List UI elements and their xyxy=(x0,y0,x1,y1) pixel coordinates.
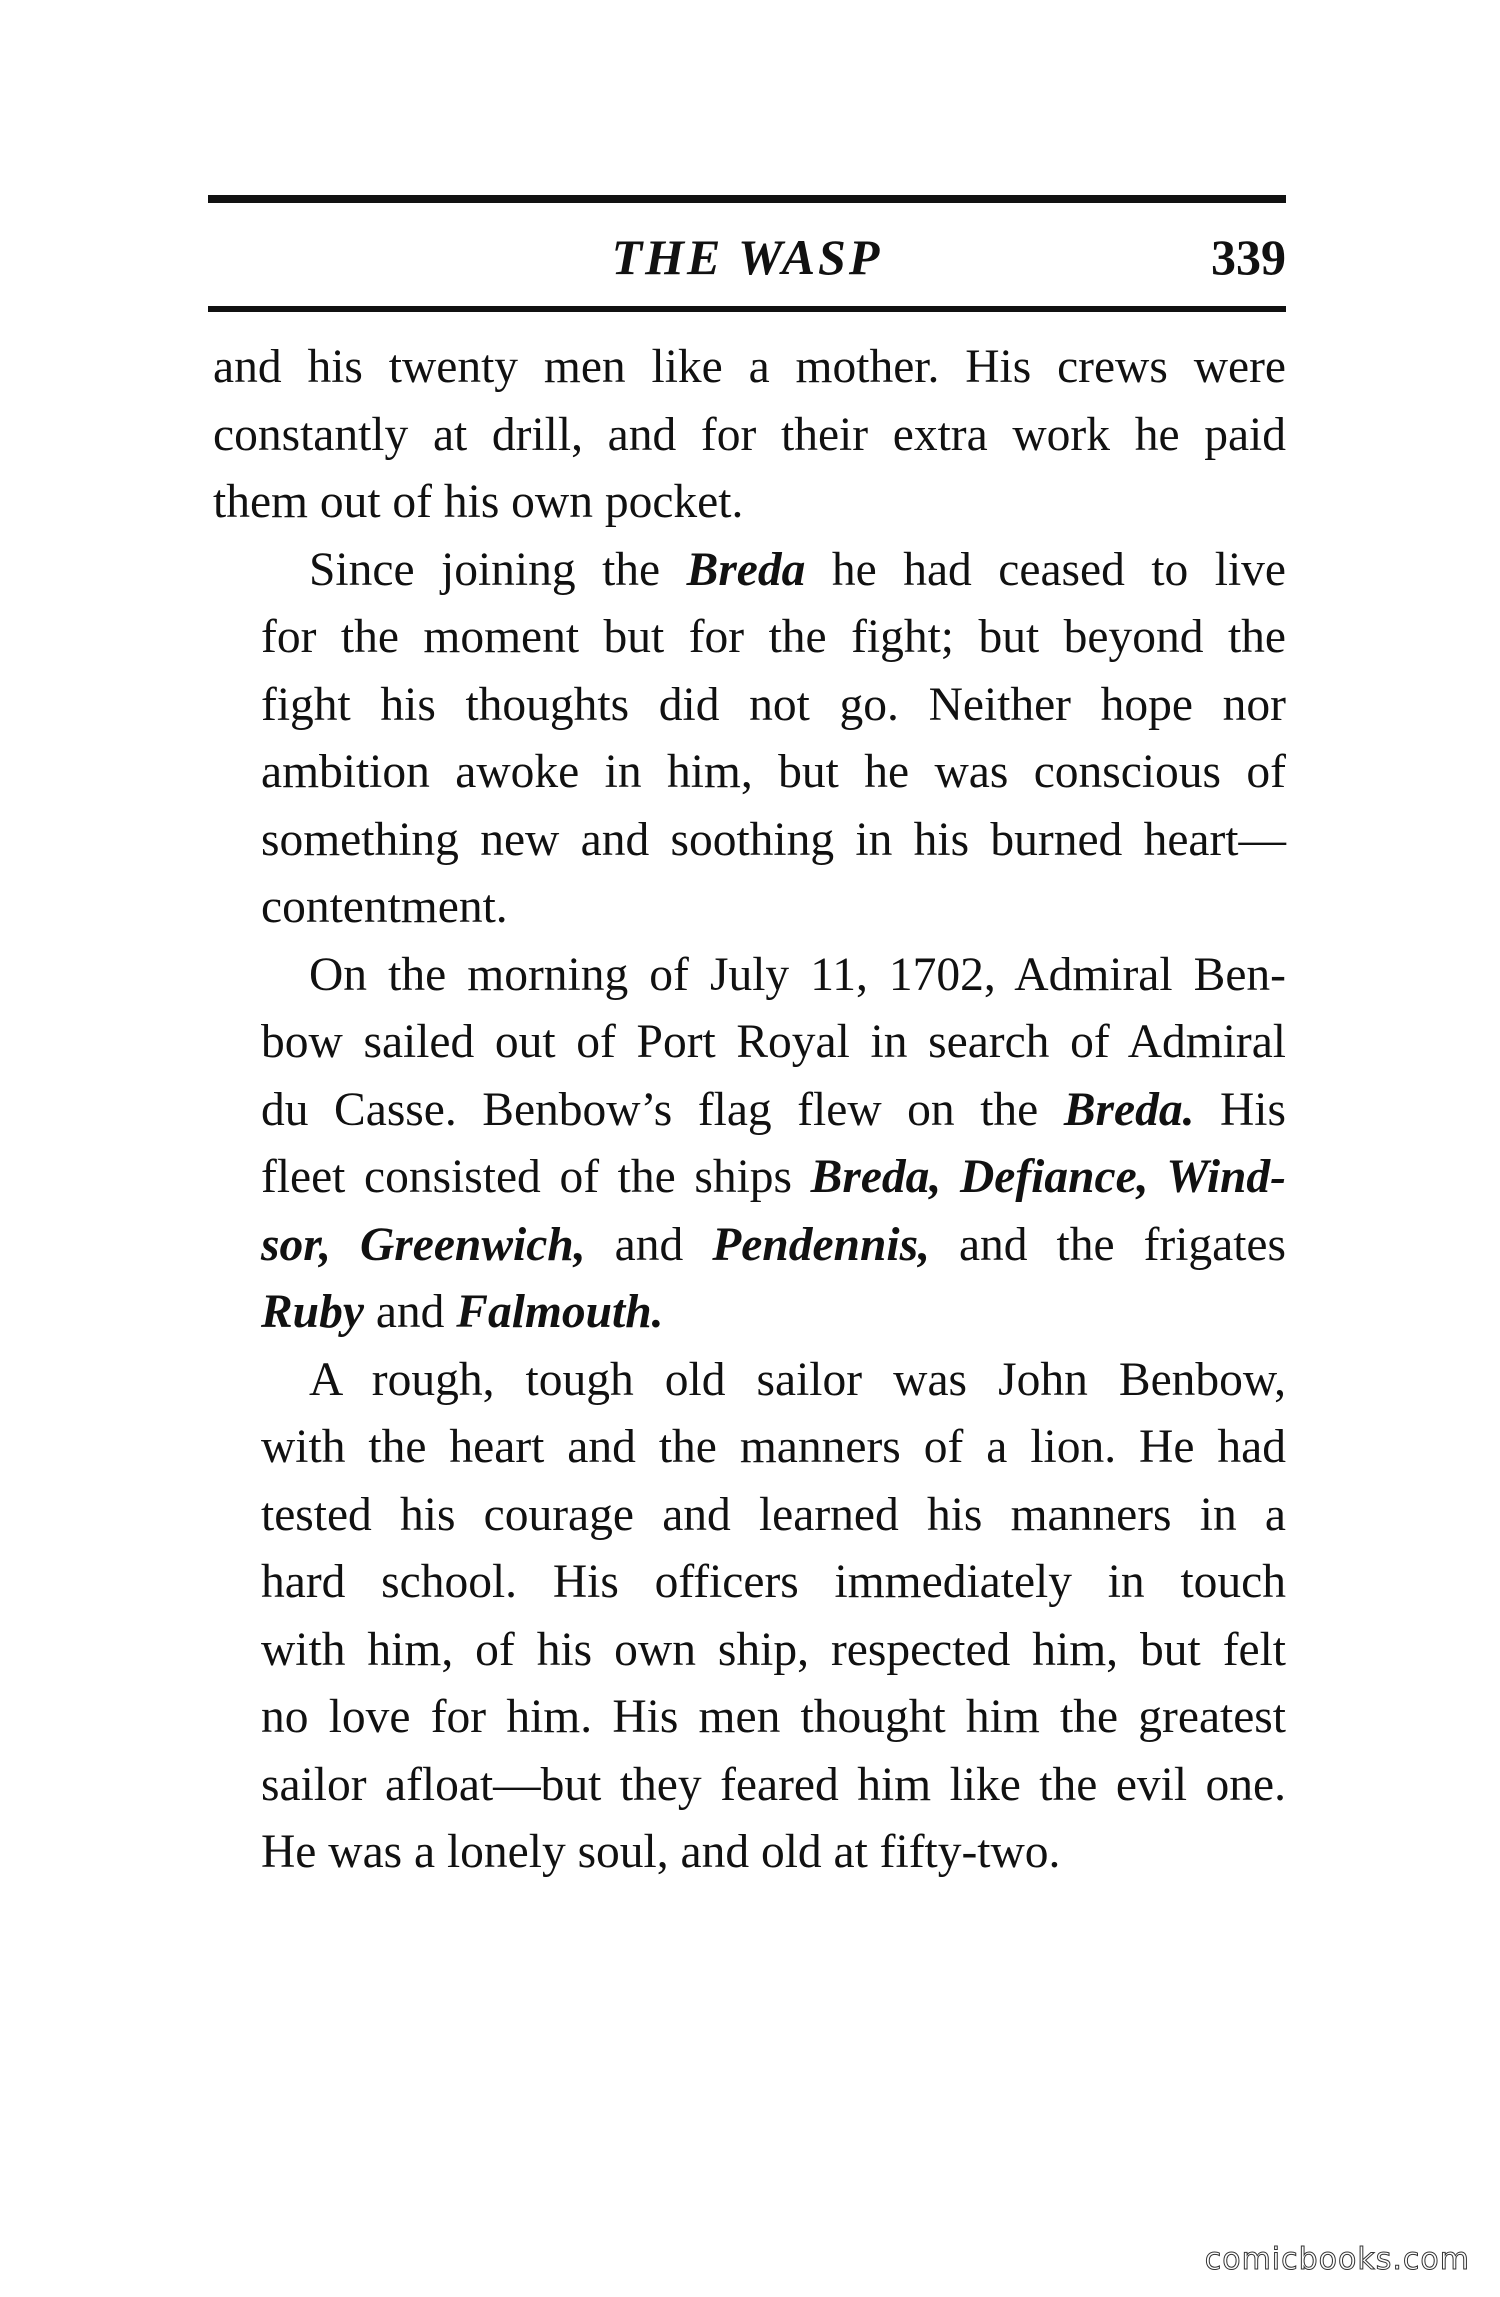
text-line xyxy=(213,1684,1286,1752)
italic-text: Breda xyxy=(686,543,806,596)
text-segment: and xyxy=(363,1286,457,1338)
page-number: 339 xyxy=(1211,229,1286,285)
text-line xyxy=(213,1077,1286,1145)
text-line xyxy=(213,1009,1286,1077)
text-segment: no love for him. His men thought him the greatest xyxy=(261,1691,1286,1743)
text-segment: His xyxy=(1194,1083,1286,1136)
text-line xyxy=(213,942,1286,1010)
text-segment: He was a lonely soul, and old at fifty-two. xyxy=(261,1826,1061,1878)
text-line xyxy=(213,1549,1286,1617)
text-segment: On the morning of July 11, 1702, Admiral Ben- xyxy=(309,948,1286,1001)
text-line xyxy=(213,604,1286,672)
text-segment: for the moment but for the fight; but beyond the xyxy=(261,611,1286,663)
text-line xyxy=(213,1482,1286,1550)
text-segment: fight his thoughts did not go. Neither hope nor xyxy=(261,678,1286,731)
text-line xyxy=(213,402,1286,470)
text-line xyxy=(213,1144,1286,1212)
text-line xyxy=(213,1347,1286,1415)
paragraph xyxy=(213,942,1286,1347)
text-segment: A rough, tough old sailor was John Benbow, xyxy=(309,1353,1286,1406)
watermark: comicbooks.com xyxy=(1204,2242,1470,2277)
italic-text: Breda, Defiance, Wind- xyxy=(810,1151,1286,1203)
text-segment: Since joining the xyxy=(309,543,687,596)
text-segment: sailor afloat—but they feared him like the evil one. xyxy=(261,1758,1286,1811)
text-line xyxy=(213,1414,1286,1482)
text-segment: them out of his own pocket. xyxy=(213,476,744,528)
text-line xyxy=(213,334,1286,402)
text-segment: and xyxy=(585,1218,713,1271)
text-segment: du Casse. Benbow’s flag flew on the xyxy=(261,1083,1064,1136)
text-segment: something new and soothing in his burned heart— xyxy=(261,813,1286,866)
italic-text: sor, Greenwich, xyxy=(261,1218,586,1271)
paragraph xyxy=(213,1347,1286,1887)
text-line xyxy=(213,1752,1286,1820)
text-line xyxy=(213,1617,1286,1685)
text-line xyxy=(213,537,1286,605)
text-segment: tested his courage and learned his manners in a xyxy=(261,1488,1286,1541)
text-segment: hard school. His officers immediately in touch xyxy=(261,1556,1286,1608)
text-segment: and the frigates xyxy=(929,1218,1286,1271)
running-head xyxy=(208,222,1286,292)
text-segment: bow sailed out of Port Royal in search of Admiral xyxy=(261,1016,1286,1068)
paragraph xyxy=(213,334,1286,537)
header-rule-top xyxy=(208,195,1286,203)
italic-text: Breda. xyxy=(1063,1083,1195,1136)
text-segment: with him, of his own ship, respected him, but felt xyxy=(261,1623,1286,1676)
text-line xyxy=(213,1212,1286,1280)
paragraph xyxy=(213,537,1286,942)
running-title: THE WASP xyxy=(611,229,883,285)
text-line xyxy=(213,469,1286,537)
text-segment: and his twenty men like a mother. His crews were xyxy=(213,341,1286,393)
text-segment: ambition awoke in him, but he was conscious of xyxy=(261,746,1286,798)
italic-text: Pendennis, xyxy=(712,1218,930,1271)
italic-text: Ruby xyxy=(261,1286,364,1338)
text-segment: he had ceased to live xyxy=(805,543,1287,596)
italic-text: Falmouth. xyxy=(456,1286,664,1338)
body-text xyxy=(213,334,1286,1887)
text-segment: contentment. xyxy=(261,881,508,933)
text-segment: fleet consisted of the ships xyxy=(261,1151,811,1203)
text-segment: constantly at drill, and for their extra work he paid xyxy=(213,408,1286,461)
text-line xyxy=(213,739,1286,807)
text-segment: with the heart and the manners of a lion. He had xyxy=(261,1421,1286,1473)
text-line xyxy=(213,672,1286,740)
header-rule-bottom xyxy=(208,306,1286,312)
text-line xyxy=(213,1819,1286,1887)
text-line xyxy=(213,1279,1286,1347)
text-line xyxy=(213,807,1286,875)
text-line xyxy=(213,874,1286,942)
